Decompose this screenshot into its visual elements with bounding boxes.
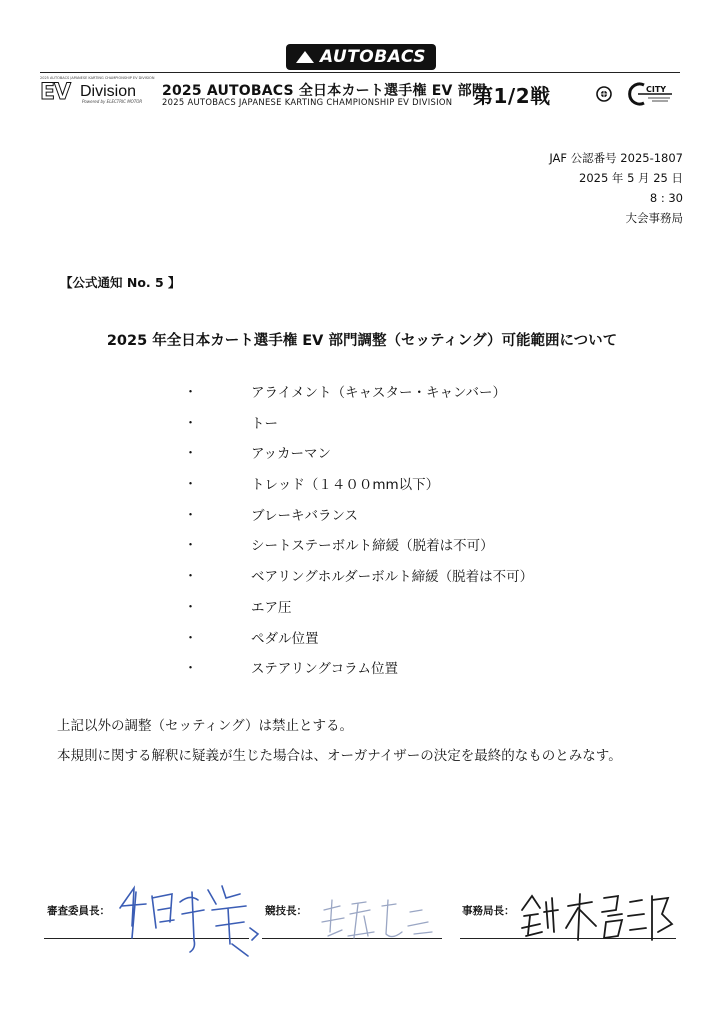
bullet: ・ [184, 415, 198, 431]
steward-signature [112, 878, 262, 966]
autobacs-logo [286, 44, 436, 70]
bullet: ・ [184, 661, 198, 677]
list-item [0, 534, 724, 565]
issue-time: 8 : 30 [649, 191, 683, 205]
list-item-text: ブレーキバランス [251, 507, 359, 524]
list-item-text: アライメント（キャスター・キャンバー） [251, 385, 507, 401]
event-title-jp: 2025 AUTOBACS 全日本カート選手権 EV 部門 [162, 83, 487, 99]
clerk-label: 競技長： [265, 905, 307, 917]
header-rule [40, 72, 680, 73]
ev-powered-by: Powered by ELECTRIC MOTOR [82, 99, 143, 104]
secretary-signature [518, 888, 678, 944]
city-circuit-logo-icon [628, 82, 674, 106]
list-item [0, 504, 724, 535]
list-item-text: ベアリングホルダーボルト締緩（脱着は不可） [251, 569, 534, 586]
ev-logo-text: EV [40, 80, 71, 105]
list-item [0, 657, 724, 688]
bullet: ・ [184, 569, 198, 585]
list-item-text: アッカーマン [251, 446, 332, 463]
autobacs-mark-icon [296, 51, 314, 63]
list-item-text: トー [251, 415, 278, 432]
secretary-signature-strokes [522, 894, 672, 940]
bullet: ・ [184, 507, 198, 523]
ev-logo-word: Division [80, 83, 137, 100]
adjustable-items-list [0, 381, 724, 688]
event-title-en: 2025 AUTOBACS JAPANESE KARTING CHAMPIONSHIP EV DIVISION [162, 97, 453, 107]
list-item-text: トレッド（１４００mm以下） [251, 477, 440, 494]
list-item [0, 473, 724, 504]
list-item-text: ペダル位置 [251, 630, 319, 647]
secretary-label: 事務局長： [462, 905, 515, 917]
autobacs-logo-text: AUTOBACS [320, 47, 426, 67]
steward-signature-strokes [120, 886, 258, 956]
list-item [0, 565, 724, 596]
issuer: 大会事務局 [625, 211, 683, 225]
ev-fine-print: 2025 AUTOBACS JAPANESE KARTING CHAMPIONSHIP EV DIVISION [40, 76, 155, 80]
clerk-signature-strokes [322, 900, 432, 938]
list-item-text: シートステーボルト締緩（脱着は不可） [251, 538, 494, 555]
list-item [0, 412, 724, 443]
ev-division-logo [40, 76, 160, 106]
document-title: 2025 年全日本カート選手権 EV 部門調整（セッティング）可能範囲について [106, 333, 618, 349]
list-item [0, 596, 724, 627]
bullet: ・ [184, 630, 198, 646]
city-logo-text: CITY [646, 85, 667, 94]
list-item [0, 627, 724, 658]
jaf-logo-icon [596, 86, 612, 102]
bullet: ・ [184, 599, 198, 615]
list-item [0, 442, 724, 473]
round-label: 第1/2戦 [473, 84, 551, 108]
bullet: ・ [184, 385, 198, 400]
bullet: ・ [184, 477, 198, 493]
list-item-text: ステアリングコラム位置 [251, 661, 399, 678]
document-meta [549, 148, 683, 228]
prohibition-paragraph: 上記以外の調整（セッティング）は禁止とする。 [57, 718, 354, 734]
jaf-number: JAF 公認番号 2025-1807 [549, 151, 683, 165]
list-item-text: エア圧 [251, 599, 292, 616]
interpretation-paragraph: 本規則に関する解釈に疑義が生じた場合は、オーガナイザーの決定を最終的なものとみなす。 [57, 748, 622, 764]
list-item [0, 381, 724, 412]
issue-date: 2025 年 5 月 25 日 [579, 171, 683, 185]
bullet: ・ [184, 446, 198, 462]
bullet: ・ [184, 538, 198, 554]
steward-label: 審査委員長： [47, 905, 110, 917]
clerk-signature [318, 892, 438, 944]
notice-number: 【公式通知 No. 5 】 [60, 275, 181, 290]
